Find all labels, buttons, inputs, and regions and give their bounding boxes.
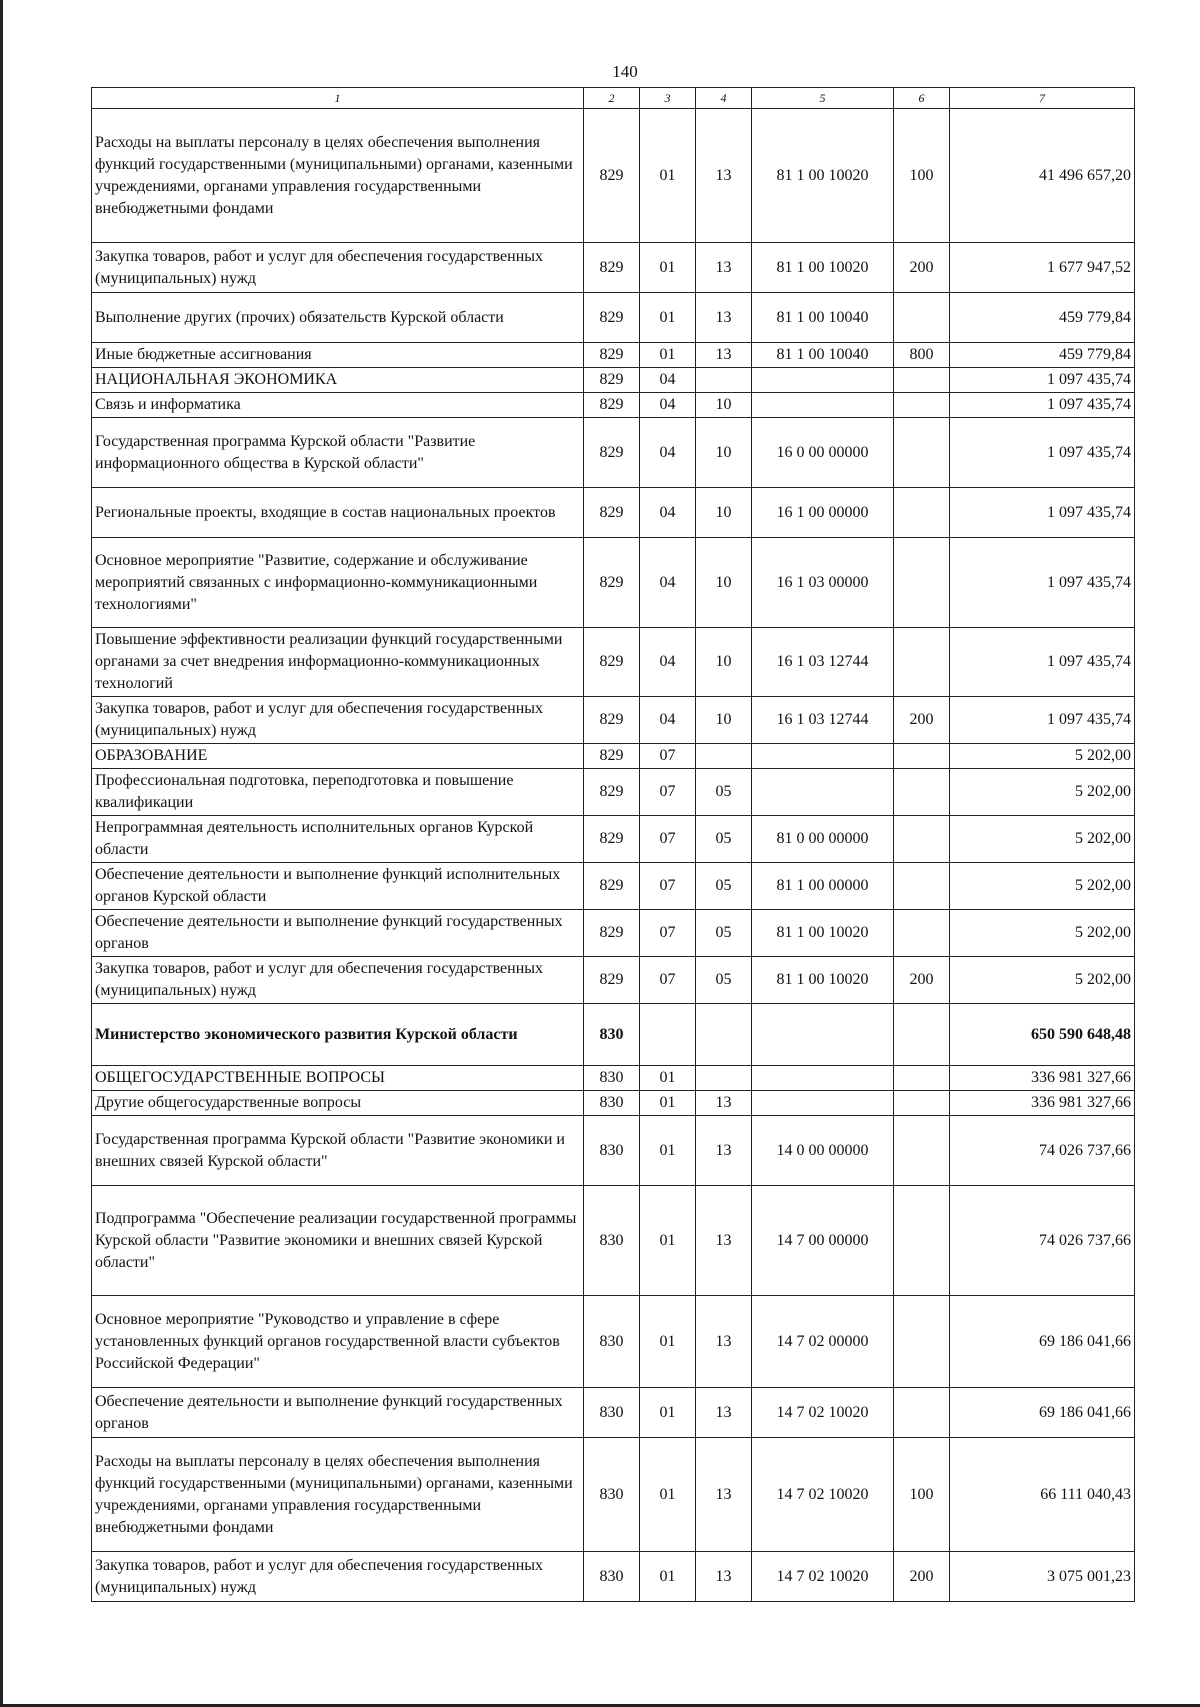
row-subsection: 10 [696, 628, 752, 697]
row-ministry-code: 830 [584, 1091, 640, 1116]
row-expense-type [894, 744, 950, 769]
row-sum: 5 202,00 [950, 957, 1135, 1004]
row-target-code: 16 1 03 12744 [752, 697, 894, 744]
row-name: Расходы на выплаты персоналу в целях обеспечения выполнения функций государственными (муниципальными) органами, казенными учреждениями, органами управления государственными внебюджетными фондами [92, 1438, 584, 1552]
row-subsection: 10 [696, 393, 752, 418]
row-sum: 74 026 737,66 [950, 1116, 1135, 1186]
col-header-7: 7 [950, 88, 1135, 109]
row-section: 01 [640, 1116, 696, 1186]
row-target-code: 81 1 00 00000 [752, 863, 894, 910]
row-target-code: 14 7 02 00000 [752, 1296, 894, 1388]
table-row [92, 293, 1135, 343]
row-target-code [752, 1066, 894, 1091]
row-sum: 459 779,84 [950, 343, 1135, 368]
row-sum: 1 097 435,74 [950, 368, 1135, 393]
row-ministry-code: 829 [584, 393, 640, 418]
row-section: 04 [640, 488, 696, 538]
table-header-row [92, 88, 1135, 109]
row-name: Обеспечение деятельности и выполнение функций исполнительных органов Курской области [92, 863, 584, 910]
row-sum: 3 075 001,23 [950, 1552, 1135, 1602]
col-header-1: 1 [92, 88, 584, 109]
table-row [92, 957, 1135, 1004]
row-name: Закупка товаров, работ и услуг для обеспечения государственных (муниципальных) нужд [92, 697, 584, 744]
row-expense-type: 100 [894, 109, 950, 243]
row-sum: 336 981 327,66 [950, 1091, 1135, 1116]
table-row [92, 538, 1135, 628]
row-sum: 1 677 947,52 [950, 243, 1135, 293]
table-row [92, 863, 1135, 910]
row-sum: 336 981 327,66 [950, 1066, 1135, 1091]
row-section: 01 [640, 1552, 696, 1602]
row-sum: 459 779,84 [950, 293, 1135, 343]
table-row [92, 418, 1135, 488]
col-header-2: 2 [584, 88, 640, 109]
row-ministry-code: 829 [584, 769, 640, 816]
row-expense-type: 200 [894, 697, 950, 744]
row-section: 01 [640, 1091, 696, 1116]
row-expense-type [894, 1388, 950, 1438]
row-expense-type [894, 368, 950, 393]
row-subsection: 05 [696, 957, 752, 1004]
row-expense-type [894, 628, 950, 697]
row-name: Основное мероприятие "Развитие, содержание и обслуживание мероприятий связанных с информационно-коммуникационными технологиями" [92, 538, 584, 628]
row-name: ОБРАЗОВАНИЕ [92, 744, 584, 769]
table-row [92, 1388, 1135, 1438]
table-row [92, 393, 1135, 418]
row-section: 01 [640, 293, 696, 343]
row-ministry-code: 829 [584, 418, 640, 488]
table-row [92, 744, 1135, 769]
row-expense-type: 100 [894, 1438, 950, 1552]
row-section: 04 [640, 418, 696, 488]
table-row [92, 1438, 1135, 1552]
row-expense-type [894, 488, 950, 538]
row-ministry-code: 830 [584, 1438, 640, 1552]
row-section: 01 [640, 343, 696, 368]
row-name: Повышение эффективности реализации функций государственными органами за счет внедрения информационно-коммуникационных технологий [92, 628, 584, 697]
table-row [92, 1552, 1135, 1602]
row-ministry-code: 830 [584, 1066, 640, 1091]
row-target-code: 81 1 00 10040 [752, 293, 894, 343]
row-target-code: 14 7 02 10020 [752, 1388, 894, 1438]
row-section: 01 [640, 1388, 696, 1438]
row-ministry-code: 829 [584, 109, 640, 243]
row-subsection: 10 [696, 488, 752, 538]
row-ministry-code: 829 [584, 816, 640, 863]
row-section: 07 [640, 744, 696, 769]
row-name: Подпрограмма "Обеспечение реализации государственной программы Курской области "Развитие экономики и внешних связей Курской области" [92, 1186, 584, 1296]
row-name: Государственная программа Курской области "Развитие информационного общества в Курской области" [92, 418, 584, 488]
row-expense-type [894, 863, 950, 910]
row-sum: 5 202,00 [950, 863, 1135, 910]
table-row [92, 1296, 1135, 1388]
table-row [92, 109, 1135, 243]
row-section: 01 [640, 1066, 696, 1091]
row-expense-type [894, 418, 950, 488]
row-subsection [696, 1004, 752, 1066]
table-row [92, 1066, 1135, 1091]
row-subsection: 13 [696, 1552, 752, 1602]
row-section [640, 1004, 696, 1066]
row-subsection: 13 [696, 1296, 752, 1388]
row-subsection [696, 368, 752, 393]
row-ministry-code: 830 [584, 1186, 640, 1296]
row-subsection: 10 [696, 418, 752, 488]
row-expense-type: 200 [894, 243, 950, 293]
table-row [92, 816, 1135, 863]
row-sum: 69 186 041,66 [950, 1388, 1135, 1438]
row-subsection: 05 [696, 816, 752, 863]
row-target-code [752, 769, 894, 816]
row-ministry-code: 829 [584, 343, 640, 368]
row-name: Закупка товаров, работ и услуг для обеспечения государственных (муниципальных) нужд [92, 1552, 584, 1602]
row-ministry-code: 829 [584, 488, 640, 538]
row-target-code: 14 7 02 10020 [752, 1438, 894, 1552]
row-target-code: 16 1 03 12744 [752, 628, 894, 697]
row-target-code: 14 7 02 10020 [752, 1552, 894, 1602]
table-row [92, 769, 1135, 816]
row-section: 01 [640, 1296, 696, 1388]
row-expense-type [894, 816, 950, 863]
row-section: 07 [640, 769, 696, 816]
col-header-6: 6 [894, 88, 950, 109]
row-subsection: 13 [696, 243, 752, 293]
table-row [92, 628, 1135, 697]
row-expense-type [894, 910, 950, 957]
row-name: Связь и информатика [92, 393, 584, 418]
row-expense-type [894, 1066, 950, 1091]
row-expense-type: 200 [894, 1552, 950, 1602]
row-name: Непрограммная деятельность исполнительных органов Курской области [92, 816, 584, 863]
row-name: Иные бюджетные ассигнования [92, 343, 584, 368]
table-row [92, 1116, 1135, 1186]
scan-left-border [0, 0, 3, 1707]
row-target-code: 81 1 00 10040 [752, 343, 894, 368]
row-expense-type [894, 1186, 950, 1296]
row-ministry-code: 829 [584, 243, 640, 293]
row-expense-type [894, 1296, 950, 1388]
row-sum: 1 097 435,74 [950, 697, 1135, 744]
row-target-code: 81 0 00 00000 [752, 816, 894, 863]
row-name: Выполнение других (прочих) обязательств Курской области [92, 293, 584, 343]
row-name: Расходы на выплаты персоналу в целях обеспечения выполнения функций государственными (муниципальными) органами, казенными учреждениями, органами управления государственными внебюджетными фондами [92, 109, 584, 243]
row-expense-type [894, 1004, 950, 1066]
row-expense-type [894, 1091, 950, 1116]
row-subsection [696, 1066, 752, 1091]
row-target-code: 16 1 03 00000 [752, 538, 894, 628]
row-expense-type [894, 769, 950, 816]
row-target-code [752, 1091, 894, 1116]
row-sum: 1 097 435,74 [950, 628, 1135, 697]
row-target-code [752, 393, 894, 418]
row-section: 04 [640, 393, 696, 418]
row-sum: 1 097 435,74 [950, 538, 1135, 628]
row-target-code: 81 1 00 10020 [752, 243, 894, 293]
table-row [92, 368, 1135, 393]
row-sum: 1 097 435,74 [950, 393, 1135, 418]
row-name: Профессиональная подготовка, переподготовка и повышение квалификации [92, 769, 584, 816]
row-target-code: 81 1 00 10020 [752, 109, 894, 243]
row-name: Государственная программа Курской области "Развитие экономики и внешних связей Курской области" [92, 1116, 584, 1186]
row-sum: 74 026 737,66 [950, 1186, 1135, 1296]
row-sum: 1 097 435,74 [950, 488, 1135, 538]
row-ministry-code: 829 [584, 538, 640, 628]
row-sum: 5 202,00 [950, 816, 1135, 863]
row-subsection: 13 [696, 109, 752, 243]
table-row [92, 1091, 1135, 1116]
row-subsection: 10 [696, 697, 752, 744]
row-target-code [752, 744, 894, 769]
table-row [92, 1186, 1135, 1296]
row-subsection [696, 744, 752, 769]
row-section: 01 [640, 1438, 696, 1552]
row-ministry-code: 830 [584, 1116, 640, 1186]
row-section: 07 [640, 957, 696, 1004]
row-ministry-code: 829 [584, 697, 640, 744]
page-number: 140 [612, 62, 638, 81]
row-target-code: 14 7 00 00000 [752, 1186, 894, 1296]
row-subsection: 13 [696, 343, 752, 368]
row-sum: 1 097 435,74 [950, 418, 1135, 488]
row-expense-type [894, 1116, 950, 1186]
row-ministry-code: 830 [584, 1296, 640, 1388]
row-target-code: 81 1 00 10020 [752, 957, 894, 1004]
row-section: 04 [640, 697, 696, 744]
row-expense-type [894, 393, 950, 418]
row-section: 07 [640, 863, 696, 910]
row-ministry-code: 829 [584, 910, 640, 957]
row-subsection: 05 [696, 863, 752, 910]
col-header-3: 3 [640, 88, 696, 109]
row-subsection: 13 [696, 1438, 752, 1552]
row-ministry-code: 829 [584, 863, 640, 910]
row-ministry-code: 830 [584, 1004, 640, 1066]
row-expense-type: 200 [894, 957, 950, 1004]
row-section: 04 [640, 538, 696, 628]
row-name: Министерство экономического развития Курской области [92, 1004, 584, 1066]
row-subsection: 05 [696, 910, 752, 957]
row-sum: 66 111 040,43 [950, 1438, 1135, 1552]
table-row [92, 697, 1135, 744]
row-target-code [752, 368, 894, 393]
row-expense-type: 800 [894, 343, 950, 368]
table-row [92, 910, 1135, 957]
budget-table [91, 87, 1135, 1602]
row-ministry-code: 830 [584, 1552, 640, 1602]
row-name: Закупка товаров, работ и услуг для обеспечения государственных (муниципальных) нужд [92, 957, 584, 1004]
row-section: 01 [640, 1186, 696, 1296]
row-sum: 41 496 657,20 [950, 109, 1135, 243]
row-subsection: 13 [696, 1116, 752, 1186]
row-target-code: 14 0 00 00000 [752, 1116, 894, 1186]
col-header-5: 5 [752, 88, 894, 109]
row-subsection: 13 [696, 1186, 752, 1296]
row-sum: 650 590 648,48 [950, 1004, 1135, 1066]
table-row [92, 343, 1135, 368]
row-subsection: 10 [696, 538, 752, 628]
row-ministry-code: 830 [584, 1388, 640, 1438]
row-target-code: 81 1 00 10020 [752, 910, 894, 957]
row-section: 04 [640, 368, 696, 393]
row-subsection: 05 [696, 769, 752, 816]
row-ministry-code: 829 [584, 744, 640, 769]
row-name: Другие общегосударственные вопросы [92, 1091, 584, 1116]
row-sum: 5 202,00 [950, 744, 1135, 769]
row-target-code: 16 0 00 00000 [752, 418, 894, 488]
row-name: Обеспечение деятельности и выполнение функций государственных органов [92, 1388, 584, 1438]
row-name: ОБЩЕГОСУДАРСТВЕННЫЕ ВОПРОСЫ [92, 1066, 584, 1091]
row-ministry-code: 829 [584, 293, 640, 343]
table-row [92, 243, 1135, 293]
row-name: Региональные проекты, входящие в состав национальных проектов [92, 488, 584, 538]
row-ministry-code: 829 [584, 957, 640, 1004]
row-section: 07 [640, 910, 696, 957]
row-sum: 5 202,00 [950, 769, 1135, 816]
row-expense-type [894, 538, 950, 628]
row-target-code [752, 1004, 894, 1066]
row-name: Закупка товаров, работ и услуг для обеспечения государственных (муниципальных) нужд [92, 243, 584, 293]
row-sum: 5 202,00 [950, 910, 1135, 957]
table-row [92, 488, 1135, 538]
row-section: 07 [640, 816, 696, 863]
row-sum: 69 186 041,66 [950, 1296, 1135, 1388]
row-name: Обеспечение деятельности и выполнение функций государственных органов [92, 910, 584, 957]
row-expense-type [894, 293, 950, 343]
row-section: 01 [640, 109, 696, 243]
row-name: НАЦИОНАЛЬНАЯ ЭКОНОМИКА [92, 368, 584, 393]
table-row [92, 1004, 1135, 1066]
row-subsection: 13 [696, 1388, 752, 1438]
row-name: Основное мероприятие "Руководство и управление в сфере установленных функций органов государственной власти субъектов Российской Федерации" [92, 1296, 584, 1388]
row-ministry-code: 829 [584, 628, 640, 697]
row-section: 04 [640, 628, 696, 697]
row-target-code: 16 1 00 00000 [752, 488, 894, 538]
row-section: 01 [640, 243, 696, 293]
row-subsection: 13 [696, 1091, 752, 1116]
row-ministry-code: 829 [584, 368, 640, 393]
row-subsection: 13 [696, 293, 752, 343]
col-header-4: 4 [696, 88, 752, 109]
